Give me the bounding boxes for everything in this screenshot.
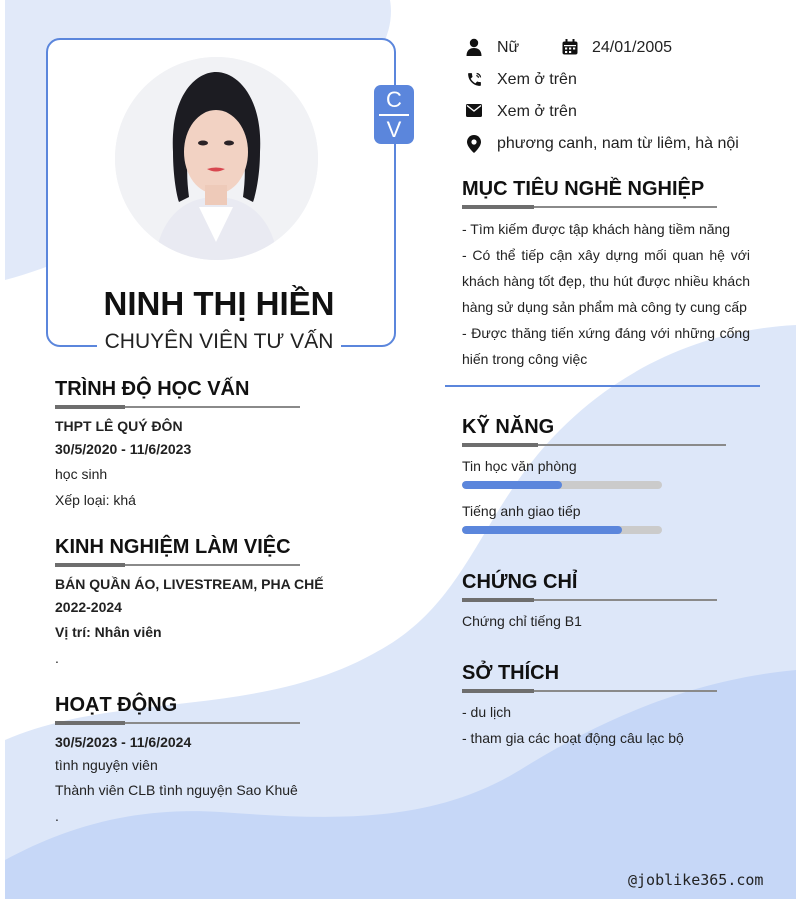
education-role: học sinh xyxy=(55,466,108,482)
location-pin-icon xyxy=(467,135,481,153)
experience-rule-accent xyxy=(55,563,125,567)
education-period: 30/5/2020 - 11/6/2023 xyxy=(55,441,192,457)
cv-badge-rule xyxy=(379,114,409,116)
hobbies-rule-accent xyxy=(462,689,534,693)
skills-rule-accent xyxy=(462,443,538,447)
education-grade: Xếp loại: khá xyxy=(55,492,136,508)
skills-heading: KỸ NĂNG xyxy=(462,416,555,438)
skill-bar xyxy=(462,481,662,489)
email-icon xyxy=(466,104,482,117)
objective-line: - Có thể tiếp cận xây dựng mối quan hệ với khách hàng tốt đẹp, thu hút được nhiều khách hàng sử dụng sản phẩm mà công ty cung cấp xyxy=(462,247,750,315)
objective-rule-accent xyxy=(462,205,534,209)
gender-value: Nữ xyxy=(497,39,520,56)
experience-period: 2022-2024 xyxy=(55,599,122,615)
hobbies-heading: SỞ THÍCH xyxy=(462,662,560,684)
education-heading: TRÌNH ĐỘ HỌC VẤN xyxy=(55,378,250,400)
profile-photo xyxy=(115,57,318,260)
activities-org: Thành viên CLB tình nguyện Sao Khuê xyxy=(55,782,298,798)
education-school: THPT LÊ QUÝ ĐÔN xyxy=(55,418,183,434)
activities-period: 30/5/2023 - 11/6/2024 xyxy=(55,734,192,750)
skill-label: Tiếng anh giao tiếp xyxy=(462,503,581,519)
job-title: CHUYÊN VIÊN TƯ VẤN xyxy=(97,330,342,353)
certificates-rule-accent xyxy=(462,598,534,602)
footer-site: @joblike365.com xyxy=(628,871,764,889)
experience-position: Vị trí: Nhân viên xyxy=(55,624,162,640)
certificate-item: Chứng chỉ tiếng B1 xyxy=(462,613,582,629)
cv-badge-letter-c: C xyxy=(386,87,402,112)
address-value: phương canh, nam từ liêm, hà nội xyxy=(497,135,739,152)
activities-rule-accent xyxy=(55,721,125,725)
experience-heading: KINH NGHIỆM LÀM VIỆC xyxy=(55,536,291,558)
skill-bar-fill xyxy=(462,481,562,489)
activities-note: . xyxy=(55,808,59,824)
cv-badge xyxy=(374,85,414,144)
candidate-name: NINH THỊ HIỀN xyxy=(103,285,335,322)
section-divider xyxy=(445,385,760,387)
skill-label: Tin học văn phòng xyxy=(462,458,577,474)
activities-role: tình nguyện viên xyxy=(55,757,158,773)
skill-bar-fill xyxy=(462,526,622,534)
calendar-icon xyxy=(562,39,578,55)
cv-badge-letter-v: V xyxy=(386,117,402,142)
birthday-value: 24/01/2005 xyxy=(592,39,673,56)
education-rule-accent xyxy=(55,405,125,409)
objective-line: - Tìm kiếm được tập khách hàng tiềm năng xyxy=(462,221,731,237)
user-icon xyxy=(466,38,482,56)
phone-icon xyxy=(466,71,483,88)
hobby-item: - du lịch xyxy=(462,704,512,720)
phone-value: Xem ở trên xyxy=(497,71,577,88)
certificates-heading: CHỨNG CHỈ xyxy=(462,571,578,593)
activities-heading: HOẠT ĐỘNG xyxy=(55,694,178,716)
skill-bar xyxy=(462,526,662,534)
portrait-image xyxy=(115,57,318,260)
experience-note: . xyxy=(55,650,59,666)
email-value: Xem ở trên xyxy=(497,103,577,120)
job-title-wrap xyxy=(46,330,392,354)
hobby-item: - tham gia các hoạt động câu lạc bộ xyxy=(462,730,684,746)
objective-line: - Được thăng tiến xứng đáng với những cống hiến trong công việc xyxy=(462,325,750,367)
objective-heading: MỤC TIÊU NGHỀ NGHIỆP xyxy=(462,178,705,200)
experience-company: BÁN QUẦN ÁO, LIVESTREAM, PHA CHẾ xyxy=(55,576,324,592)
objective-text xyxy=(462,216,750,372)
